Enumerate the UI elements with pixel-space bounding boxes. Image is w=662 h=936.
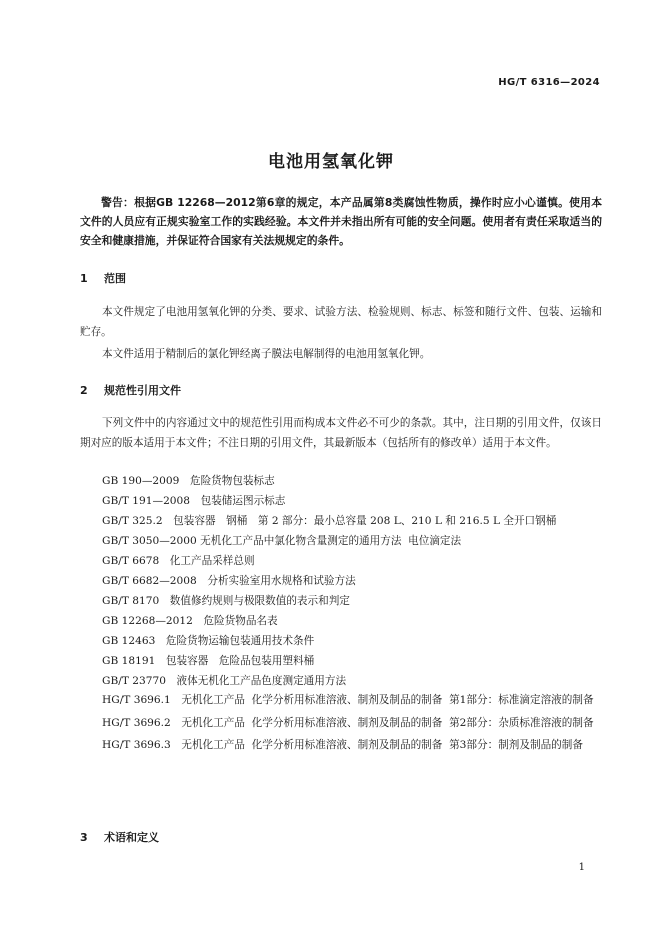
reference-item: GB/T 191—2008 包装储运图示标志 <box>102 495 286 507</box>
normative-references-intro: 下列文件中的内容通过文中的规范性引用而构成本文件必不可少的条款。其中，注日期的引用文件，仅该日期对应的版本适用于本文件；不注日期的引用文件，其最新版本（包括所有的修改单）适用于本文件。 <box>80 417 602 449</box>
reference-list <box>80 471 602 759</box>
reference-item: GB 18191 包装容器 危险品包装用塑料桶 <box>102 655 315 667</box>
page-number: 1 <box>578 862 585 873</box>
reference-item: HG/T 3696.3 无机化工产品 化学分析用标准溶液、制剂及制品的制备 第3部分：制剂及制品的制备 <box>102 739 583 751</box>
reference-item: GB 190—2009 危险货物包装标志 <box>102 475 275 487</box>
reference-item: GB/T 3050—2000 无机化工产品中氯化物含量测定的通用方法 电位滴定法 <box>102 535 462 547</box>
scope-paragraph: 本文件规定了电池用氢氧化钾的分类、要求、试验方法、检验规则、标志、标签和随行文件、包装、运输和贮存。 <box>80 306 602 338</box>
section-number: 3 <box>80 831 88 844</box>
reference-item: HG/T 3696.2 无机化工产品 化学分析用标准溶液、制剂及制品的制备 第2部分：杂质标准溶液的制备 <box>102 716 594 729</box>
reference-item: GB 12268—2012 危险货物品名表 <box>102 615 278 627</box>
reference-item: GB/T 23770 液体无机化工产品色度测定通用方法 <box>102 675 347 687</box>
reference-item: GB/T 325.2 包装容器 钢桶 第 2 部分：最小总容量 208 L、210 L 和 216.5 L 全开口钢桶 <box>102 515 557 527</box>
section-3-heading <box>80 829 159 845</box>
safety-warning: 警告：根据GB 12268—2012第6章的规定，本产品属第8类腐蚀性物质，操作时应小心谨慎。使用本文件的人员应有正规实验室工作的实践经验。本文件并未指出所有可能的安全问题。使用者有责任采取适当的安全和健康措施，并保证符合国家有关法规规定的条件。 <box>80 196 602 247</box>
reference-item: GB 12463 危险货物运输包装通用技术条件 <box>102 635 315 647</box>
reference-item: HG/T 3696.1 无机化工产品 化学分析用标准溶液、制剂及制品的制备 第1部分：标准滴定溶液的制备 <box>102 694 594 706</box>
section-1-heading <box>80 270 126 286</box>
section-number: 2 <box>80 384 88 397</box>
reference-item: GB/T 6682—2008 分析实验室用水规格和试验方法 <box>102 575 356 587</box>
section-title: 范围 <box>104 272 126 285</box>
document-title: 电池用氢氧化钾 <box>268 152 394 172</box>
reference-item: GB/T 6678 化工产品采样总则 <box>102 555 255 567</box>
section-number: 1 <box>80 272 88 285</box>
scope-paragraph: 本文件适用于精制后的氯化钾经离子膜法电解制得的电池用氢氧化钾。 <box>102 348 431 360</box>
standard-code: HG/T 6316—2024 <box>498 77 600 88</box>
section-title: 规范性引用文件 <box>104 384 181 397</box>
reference-item: GB/T 8170 数值修约规则与极限数值的表示和判定 <box>102 595 350 607</box>
section-title: 术语和定义 <box>104 831 159 844</box>
section-2-heading <box>80 382 181 398</box>
